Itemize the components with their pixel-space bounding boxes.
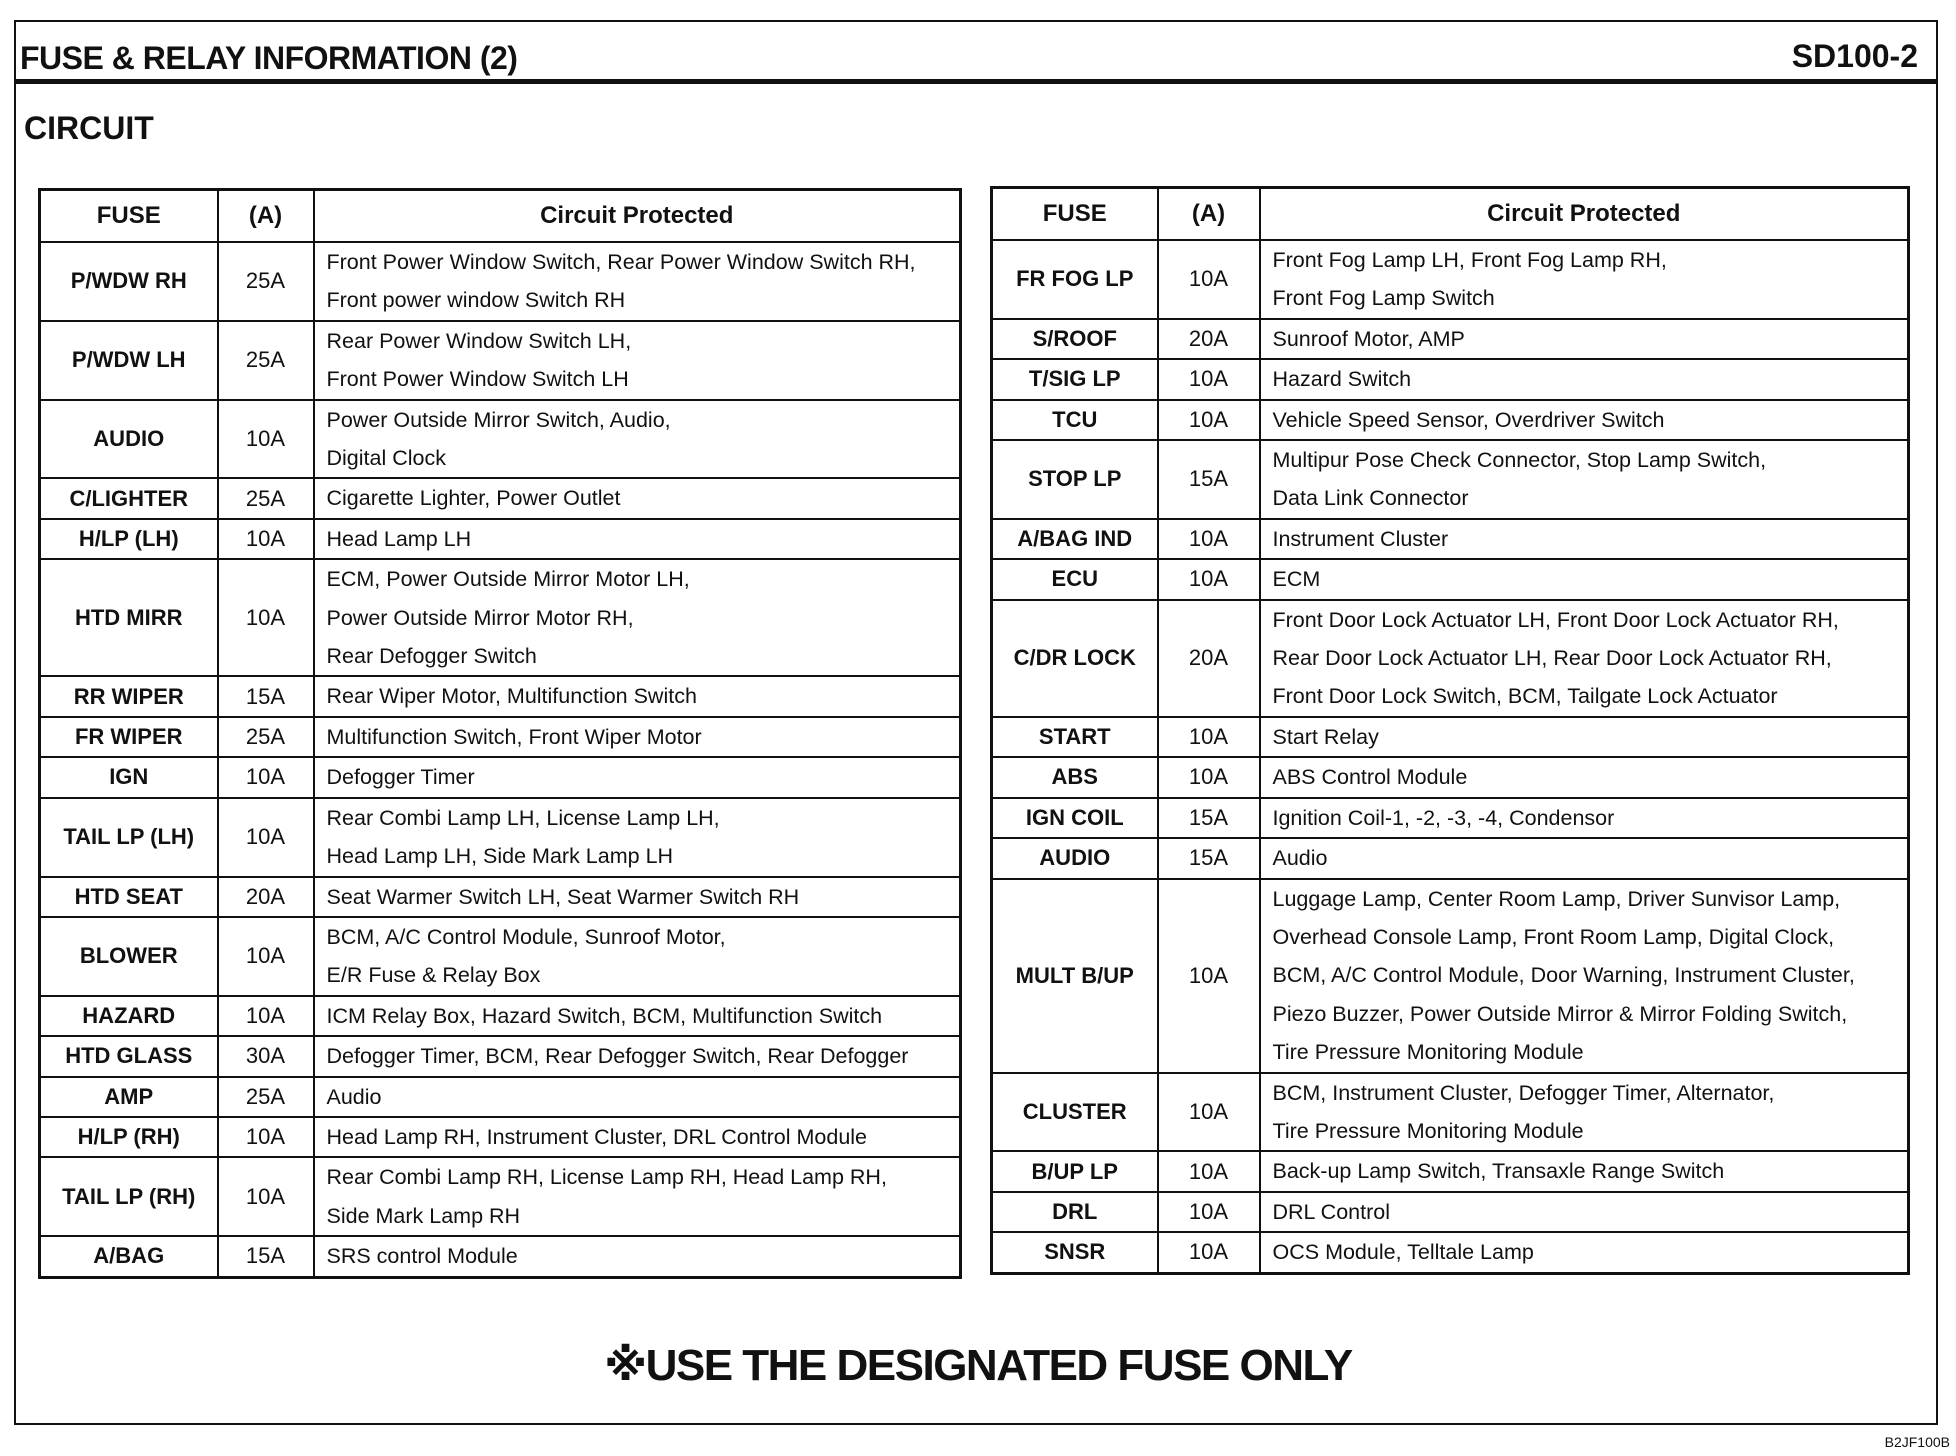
table-row [40,321,961,400]
table-row [992,559,1909,599]
table-row [992,519,1909,559]
table-row [40,242,961,321]
table-row [40,559,961,676]
fuse-name-cell: TCU [992,400,1158,440]
table-row [40,1036,961,1076]
fuse-name-cell: ABS [992,757,1158,797]
fuse-name-cell: AUDIO [992,838,1158,878]
circuit-protected-cell: Start Relay [1260,717,1909,757]
amperage-cell: 25A [218,321,314,400]
fuse-name-cell: HTD GLASS [40,1036,218,1076]
table-row [992,1232,1909,1273]
amperage-cell: 15A [1158,440,1260,519]
amperage-cell: 25A [218,717,314,757]
fuse-name-cell: C/DR LOCK [992,600,1158,717]
amperage-cell: 10A [1158,1232,1260,1273]
amperage-cell: 25A [218,1077,314,1117]
circuit-protected-cell: Ignition Coil-1, -2, -3, -4, Condensor [1260,798,1909,838]
circuit-protected-cell: Audio [1260,838,1909,878]
header-bar [16,22,1936,84]
fuse-name-cell: RR WIPER [40,676,218,716]
column-header-amps: (A) [218,190,314,243]
amperage-cell: 15A [218,1236,314,1277]
table-header-row [992,188,1909,241]
circuit-protected-cell: ECM, Power Outside Mirror Motor LH, Power Outside Mirror Motor RH, Rear Defogger Switch [314,559,961,676]
fuse-name-cell: IGN [40,757,218,797]
column-header-fuse: FUSE [992,188,1158,241]
table-row [40,1117,961,1157]
section-title: CIRCUIT [24,110,154,146]
fuse-name-cell: START [992,717,1158,757]
amperage-cell: 10A [218,798,314,877]
circuit-protected-cell: Luggage Lamp, Center Room Lamp, Driver Sunvisor Lamp, Overhead Console Lamp, Front Room Lamp, Digital Clock, BCM, A/C Control Module, Door Warning, Instrument Cluster, Piezo Buzzer, Power Outside Mirror & Mirror Folding Switch, Tire Pressure Monitoring Module [1260,879,1909,1073]
table-row [40,717,961,757]
fuse-name-cell: CLUSTER [992,1073,1158,1152]
fuse-name-cell: SNSR [992,1232,1158,1273]
table-row [40,400,961,479]
circuit-protected-cell: Multipur Pose Check Connector, Stop Lamp Switch, Data Link Connector [1260,440,1909,519]
table-row [40,1077,961,1117]
reference-code: B2JF100B [1884,1434,1950,1450]
fuse-name-cell: P/WDW RH [40,242,218,321]
table-row [992,757,1909,797]
amperage-cell: 10A [1158,879,1260,1073]
circuit-protected-cell: BCM, Instrument Cluster, Defogger Timer, Alternator, Tire Pressure Monitoring Module [1260,1073,1909,1152]
amperage-cell: 10A [218,400,314,479]
amperage-cell: 10A [1158,559,1260,599]
circuit-protected-cell: Rear Power Window Switch LH, Front Power Window Switch LH [314,321,961,400]
amperage-cell: 10A [1158,1073,1260,1152]
circuit-protected-cell: Head Lamp LH [314,519,961,559]
amperage-cell: 10A [218,1117,314,1157]
table-row [40,917,961,996]
table-row [992,1073,1909,1152]
amperage-cell: 15A [218,676,314,716]
table-row [992,1192,1909,1232]
table-row [40,877,961,917]
page-title: FUSE & RELAY INFORMATION (2) [20,40,518,76]
fuse-name-cell: H/LP (RH) [40,1117,218,1157]
amperage-cell: 10A [218,519,314,559]
amperage-cell: 10A [1158,1192,1260,1232]
table-row [992,600,1909,717]
table-row [992,319,1909,359]
table-row [40,519,961,559]
circuit-protected-cell: Head Lamp RH, Instrument Cluster, DRL Control Module [314,1117,961,1157]
amperage-cell: 10A [1158,359,1260,399]
fuse-name-cell: A/BAG IND [992,519,1158,559]
table-row [40,798,961,877]
circuit-protected-cell: Seat Warmer Switch LH, Seat Warmer Switch RH [314,877,961,917]
amperage-cell: 10A [1158,1151,1260,1191]
fuse-name-cell: A/BAG [40,1236,218,1277]
fuse-table-left [38,188,962,1279]
fuse-name-cell: AUDIO [40,400,218,479]
fuse-name-cell: STOP LP [992,440,1158,519]
amperage-cell: 25A [218,242,314,321]
fuse-name-cell: HTD SEAT [40,877,218,917]
table-row [40,1157,961,1236]
amperage-cell: 20A [1158,600,1260,717]
fuse-name-cell: HTD MIRR [40,559,218,676]
circuit-protected-cell: Multifunction Switch, Front Wiper Motor [314,717,961,757]
circuit-protected-cell: Sunroof Motor, AMP [1260,319,1909,359]
circuit-protected-cell: Instrument Cluster [1260,519,1909,559]
amperage-cell: 10A [1158,717,1260,757]
circuit-protected-cell: Defogger Timer, BCM, Rear Defogger Switch, Rear Defogger [314,1036,961,1076]
amperage-cell: 10A [218,757,314,797]
circuit-protected-cell: BCM, A/C Control Module, Sunroof Motor, E/R Fuse & Relay Box [314,917,961,996]
amperage-cell: 25A [218,478,314,518]
fuse-name-cell: H/LP (LH) [40,519,218,559]
fuse-name-cell: C/LIGHTER [40,478,218,518]
table-row [992,717,1909,757]
fuse-name-cell: FR WIPER [40,717,218,757]
table-row [992,1151,1909,1191]
circuit-protected-cell: DRL Control [1260,1192,1909,1232]
circuit-protected-cell: Rear Combi Lamp LH, License Lamp LH, Head Lamp LH, Side Mark Lamp LH [314,798,961,877]
amperage-cell: 10A [1158,400,1260,440]
table-row [40,478,961,518]
circuit-protected-cell: SRS control Module [314,1236,961,1277]
table-row [992,838,1909,878]
amperage-cell: 10A [1158,519,1260,559]
document-code: SD100-2 [1791,38,1918,74]
circuit-protected-cell: ICM Relay Box, Hazard Switch, BCM, Multifunction Switch [314,996,961,1036]
amperage-cell: 10A [218,559,314,676]
amperage-cell: 10A [218,1157,314,1236]
circuit-protected-cell: Front Fog Lamp LH, Front Fog Lamp RH, Front Fog Lamp Switch [1260,240,1909,319]
circuit-protected-cell: ECM [1260,559,1909,599]
fuse-name-cell: T/SIG LP [992,359,1158,399]
circuit-protected-cell: OCS Module, Telltale Lamp [1260,1232,1909,1273]
fuse-name-cell: MULT B/UP [992,879,1158,1073]
fuse-name-cell: HAZARD [40,996,218,1036]
column-header-circuit: Circuit Protected [1260,188,1909,241]
amperage-cell: 15A [1158,838,1260,878]
fuse-name-cell: FR FOG LP [992,240,1158,319]
table-row [992,359,1909,399]
circuit-protected-cell: Rear Wiper Motor, Multifunction Switch [314,676,961,716]
fuse-name-cell: AMP [40,1077,218,1117]
circuit-protected-cell: Back-up Lamp Switch, Transaxle Range Switch [1260,1151,1909,1191]
amperage-cell: 15A [1158,798,1260,838]
amperage-cell: 10A [1158,240,1260,319]
table-row [992,879,1909,1073]
table-row [40,676,961,716]
fuse-name-cell: DRL [992,1192,1158,1232]
fuse-name-cell: P/WDW LH [40,321,218,400]
circuit-protected-cell: ABS Control Module [1260,757,1909,797]
table-row [992,400,1909,440]
table-row [992,240,1909,319]
circuit-protected-cell: Audio [314,1077,961,1117]
fuse-name-cell: BLOWER [40,917,218,996]
table-row [40,996,961,1036]
fuse-name-cell: ECU [992,559,1158,599]
table-header-row [40,190,961,243]
column-header-circuit: Circuit Protected [314,190,961,243]
amperage-cell: 20A [1158,319,1260,359]
fuse-name-cell: TAIL LP (LH) [40,798,218,877]
circuit-protected-cell: Hazard Switch [1260,359,1909,399]
fuse-warning-notice: ※USE THE DESIGNATED FUSE ONLY [604,1341,1352,1390]
circuit-protected-cell: Cigarette Lighter, Power Outlet [314,478,961,518]
table-row [992,440,1909,519]
amperage-cell: 10A [1158,757,1260,797]
fuse-name-cell: B/UP LP [992,1151,1158,1191]
circuit-protected-cell: Vehicle Speed Sensor, Overdriver Switch [1260,400,1909,440]
amperage-cell: 10A [218,917,314,996]
amperage-cell: 30A [218,1036,314,1076]
circuit-protected-cell: Defogger Timer [314,757,961,797]
amperage-cell: 20A [218,877,314,917]
circuit-protected-cell: Front Door Lock Actuator LH, Front Door Lock Actuator RH, Rear Door Lock Actuator LH, Rear Door Lock Actuator RH, Front Door Lock Switch, BCM, Tailgate Lock Actuator [1260,600,1909,717]
column-header-fuse: FUSE [40,190,218,243]
table-row [40,1236,961,1277]
amperage-cell: 10A [218,996,314,1036]
circuit-protected-cell: Power Outside Mirror Switch, Audio, Digital Clock [314,400,961,479]
column-header-amps: (A) [1158,188,1260,241]
fuse-name-cell: IGN COIL [992,798,1158,838]
circuit-protected-cell: Front Power Window Switch, Rear Power Window Switch RH, Front power window Switch RH [314,242,961,321]
circuit-protected-cell: Rear Combi Lamp RH, License Lamp RH, Head Lamp RH, Side Mark Lamp RH [314,1157,961,1236]
fuse-name-cell: TAIL LP (RH) [40,1157,218,1236]
fuse-name-cell: S/ROOF [992,319,1158,359]
table-row [40,757,961,797]
table-row [992,798,1909,838]
fuse-table-right [990,186,1910,1275]
